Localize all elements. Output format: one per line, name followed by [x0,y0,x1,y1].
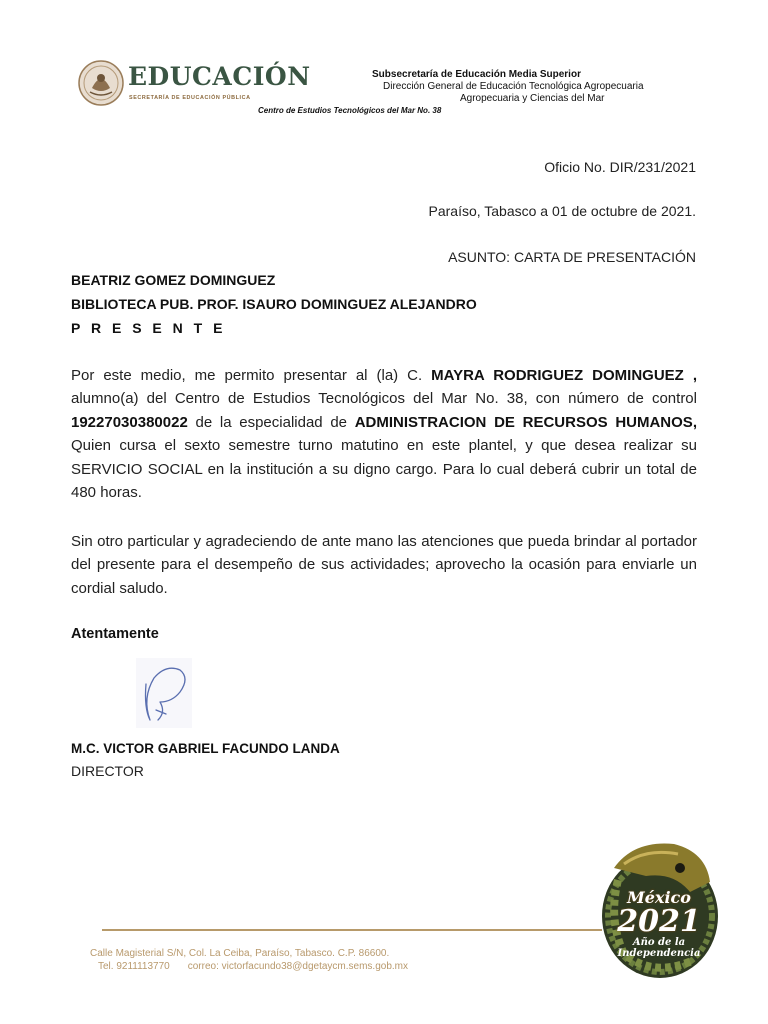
header-subsecretaria: Subsecretaría de Educación Media Superior [372,69,581,80]
closing-atentamente: Atentamente [71,626,159,642]
presente-label: P R E S E N T E [71,320,226,336]
brand-subtitle: SECRETARÍA DE EDUCACIÓN PÚBLICA [129,95,251,101]
footer-address: Calle Magisterial S/N, Col. La Ceiba, Paraíso, Tabasco. C.P. 86600. [90,948,390,959]
oficio-number: Oficio No. DIR/231/2021 [544,159,696,175]
brand-title: EDUCACIÓN [128,62,311,91]
signer-title: DIRECTOR [71,763,144,779]
footer-contact [98,961,426,972]
body-paragraph-1: Por este medio, me permito presentar al (la) C. MAYRA RODRIGUEZ DOMINGUEZ , alumno(a) del Centro de Estudios Tecnológicos del Mar No. 38, con número de control 19227030380022 de la especialidad de ADMINISTRACION DE RECURSOS HUMANOS, Quien cursa el sexto semestre turno matutino en este plantel, y que desea realizar su SERVICIO SOCIAL en la institución a su digno cargo. Para lo cual deberá cubrir un total de 480 horas. [71,367,697,502]
footer-phone: Tel. 9211113770 [98,961,170,972]
addressee-institution: BIBLIOTECA PUB. PROF. ISAURO DOMINGUEZ ALEJANDRO [71,296,477,312]
body-paragraph-2: Sin otro particular y agradeciendo de ante mano las atenciones que pueda brindar al portador del presente para el desempeño de sus actividades; aprovecho la ocasión para enviarle un cordial saludo. [71,533,697,597]
header-centro: Centro de Estudios Tecnológicos del Mar No. 38 [258,106,442,115]
emblem-year: 2021 [617,904,701,939]
specialty: ADMINISTRACION DE RECURSOS HUMANOS, [354,413,697,431]
footer-email: correo: victorfacundo38@dgetaycm.sems.gob.mx [187,961,408,972]
signer-name: M.C. VICTOR GABRIEL FACUNDO LANDA [71,741,340,756]
header-direccion: Dirección General de Educación Tecnológica Agropecuaria [383,81,644,92]
subject-line: ASUNTO: CARTA DE PRESENTACIÓN [448,249,696,265]
addressee-name: BEATRIZ GOMEZ DOMINGUEZ [71,272,276,288]
control-number: 19227030380022 [71,413,188,431]
emblem-country: México [627,888,691,907]
signature [136,658,192,728]
emblem-motto: Año de la Independencia [617,937,701,959]
footer-divider [102,929,602,931]
coat-of-arms-icon [78,60,124,106]
header-direccion-cont: Agropecuaria y Ciencias del Mar [460,93,605,104]
place-date: Paraíso, Tabasco a 01 de octubre de 2021. [428,203,696,219]
student-name: MAYRA RODRIGUEZ DOMINGUEZ , [431,367,697,384]
emblem-text [604,888,714,959]
